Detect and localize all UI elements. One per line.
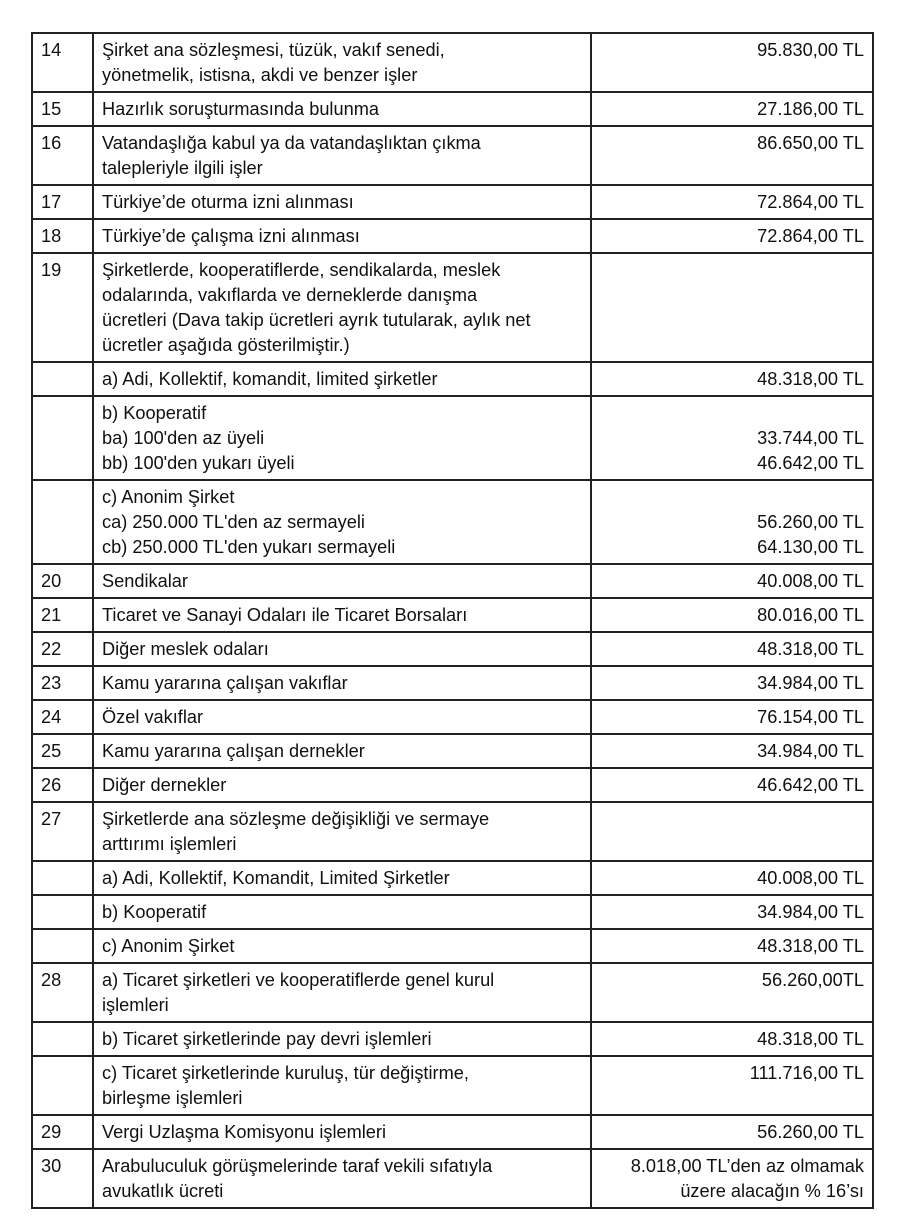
fee-amount: 40.008,00 TL xyxy=(757,868,864,888)
description-cell xyxy=(93,362,591,396)
description-cell xyxy=(93,861,591,895)
description-line: ücretler aşağıda gösterilmiştir.) xyxy=(102,335,350,355)
description-line: c) Anonim Şirket xyxy=(102,936,235,956)
description-line: odalarında, vakıflarda ve derneklerde danışma xyxy=(102,285,478,305)
description-line: ca) 250.000 TL'den az sermayeli xyxy=(102,512,365,532)
item-number-cell: 21 xyxy=(32,598,93,632)
table-row xyxy=(32,1115,873,1149)
description-line: bb) 100'den yukarı üyeli xyxy=(102,453,295,473)
table-row xyxy=(32,861,873,895)
description-line: b) Kooperatif xyxy=(102,902,207,922)
description-cell xyxy=(93,480,591,564)
description-line: Diğer meslek odaları xyxy=(102,639,269,659)
item-number-cell: 14 xyxy=(32,33,93,92)
fee-amount: 48.318,00 TL xyxy=(757,936,864,956)
table-row xyxy=(32,362,873,396)
fee-cell xyxy=(591,185,873,219)
fee-cell xyxy=(591,33,873,92)
table-row xyxy=(32,396,873,480)
item-number-cell: 16 xyxy=(32,126,93,185)
description-line: talepleriyle ilgili işler xyxy=(102,158,263,178)
item-number-cell: 18 xyxy=(32,219,93,253)
fee-cell xyxy=(591,1056,873,1115)
fee-amount: 48.318,00 TL xyxy=(757,369,864,389)
description-cell xyxy=(93,92,591,126)
description-line: Türkiye’de çalışma izni alınması xyxy=(102,226,360,246)
table-row xyxy=(32,929,873,963)
fee-cell xyxy=(591,666,873,700)
fee-amount: 33.744,00 TL xyxy=(757,428,864,448)
description-cell xyxy=(93,734,591,768)
item-number-cell: 19 xyxy=(32,253,93,362)
fee-amount: 48.318,00 TL xyxy=(757,639,864,659)
fee-amount: 111.716,00 TL xyxy=(749,1063,864,1083)
fee-schedule-table xyxy=(31,32,874,1209)
fee-schedule-body xyxy=(32,33,873,1208)
fee-amount: 46.642,00 TL xyxy=(757,775,864,795)
description-cell xyxy=(93,768,591,802)
description-line: a) Ticaret şirketleri ve kooperatiflerde genel kurul xyxy=(102,970,495,990)
description-line: yönetmelik, istisna, akdi ve benzer işler xyxy=(102,65,418,85)
description-cell xyxy=(93,1115,591,1149)
description-line: ba) 100'den az üyeli xyxy=(102,428,265,448)
item-number-cell: 30 xyxy=(32,1149,93,1208)
fee-amount: 34.984,00 TL xyxy=(757,741,864,761)
fee-amount: 56.260,00TL xyxy=(761,970,864,990)
table-row xyxy=(32,963,873,1022)
description-line: a) Adi, Kollektif, Komandit, Limited Şirketler xyxy=(102,868,450,888)
table-row xyxy=(32,700,873,734)
description-line: a) Adi, Kollektif, komandit, limited şirketler xyxy=(102,369,438,389)
item-number-cell xyxy=(32,480,93,564)
fee-cell xyxy=(591,768,873,802)
description-line: avukatlık ücreti xyxy=(102,1181,224,1201)
table-row xyxy=(32,802,873,861)
fee-cell xyxy=(591,598,873,632)
item-number-cell: 25 xyxy=(32,734,93,768)
item-number-cell: 28 xyxy=(32,963,93,1022)
fee-cell xyxy=(591,253,873,362)
fee-amount: 40.008,00 TL xyxy=(757,571,864,591)
table-row xyxy=(32,1022,873,1056)
fee-amount: 72.864,00 TL xyxy=(757,192,864,212)
description-cell xyxy=(93,963,591,1022)
description-cell xyxy=(93,219,591,253)
item-number-cell xyxy=(32,1056,93,1115)
fee-cell xyxy=(591,700,873,734)
table-row xyxy=(32,768,873,802)
table-row xyxy=(32,480,873,564)
description-line: b) Ticaret şirketlerinde pay devri işlemleri xyxy=(102,1029,432,1049)
description-cell xyxy=(93,185,591,219)
description-line: Şirketlerde, kooperatiflerde, sendikalarda, meslek xyxy=(102,260,501,280)
description-cell xyxy=(93,253,591,362)
item-number-cell: 27 xyxy=(32,802,93,861)
fee-cell xyxy=(591,895,873,929)
fee-amount: 48.318,00 TL xyxy=(757,1029,864,1049)
table-row xyxy=(32,564,873,598)
description-line: arttırımı işlemleri xyxy=(102,834,237,854)
item-number-cell: 15 xyxy=(32,92,93,126)
description-cell xyxy=(93,666,591,700)
table-row xyxy=(32,895,873,929)
fee-cell xyxy=(591,929,873,963)
fee-amount xyxy=(600,485,864,510)
table-row xyxy=(32,598,873,632)
fee-amount: 56.260,00 TL xyxy=(757,1122,864,1142)
fee-cell xyxy=(591,632,873,666)
description-cell xyxy=(93,632,591,666)
fee-amount: 46.642,00 TL xyxy=(757,453,864,473)
table-row xyxy=(32,219,873,253)
description-line: Kamu yararına çalışan vakıflar xyxy=(102,673,348,693)
description-line: işlemleri xyxy=(102,995,169,1015)
item-number-cell: 26 xyxy=(32,768,93,802)
table-row xyxy=(32,92,873,126)
fee-cell xyxy=(591,480,873,564)
description-cell xyxy=(93,802,591,861)
description-cell xyxy=(93,33,591,92)
item-number-cell: 24 xyxy=(32,700,93,734)
description-line: Sendikalar xyxy=(102,571,188,591)
description-line: Türkiye’de oturma izni alınması xyxy=(102,192,354,212)
table-row xyxy=(32,1149,873,1208)
fee-cell xyxy=(591,1022,873,1056)
description-line: ücretleri (Dava takip ücretleri ayrık tutularak, aylık net xyxy=(102,310,531,330)
description-cell xyxy=(93,126,591,185)
item-number-cell xyxy=(32,929,93,963)
table-row xyxy=(32,632,873,666)
item-number-cell xyxy=(32,895,93,929)
fee-amount: 34.984,00 TL xyxy=(757,902,864,922)
description-cell xyxy=(93,895,591,929)
fee-cell xyxy=(591,802,873,861)
table-row xyxy=(32,33,873,92)
description-cell xyxy=(93,396,591,480)
item-number-cell: 22 xyxy=(32,632,93,666)
description-line: Diğer dernekler xyxy=(102,775,227,795)
item-number-cell xyxy=(32,861,93,895)
fee-cell xyxy=(591,92,873,126)
fee-amount: 72.864,00 TL xyxy=(757,226,864,246)
item-number-cell: 23 xyxy=(32,666,93,700)
item-number-cell: 29 xyxy=(32,1115,93,1149)
description-line: Özel vakıflar xyxy=(102,707,204,727)
fee-cell xyxy=(591,126,873,185)
description-cell xyxy=(93,1149,591,1208)
item-number-cell xyxy=(32,362,93,396)
table-row xyxy=(32,734,873,768)
description-line: Hazırlık soruşturmasında bulunma xyxy=(102,99,379,119)
description-line: cb) 250.000 TL'den yukarı sermayeli xyxy=(102,537,396,557)
fee-cell xyxy=(591,219,873,253)
table-row xyxy=(32,126,873,185)
item-number-cell xyxy=(32,1022,93,1056)
description-line: Kamu yararına çalışan dernekler xyxy=(102,741,365,761)
fee-amount: 34.984,00 TL xyxy=(757,673,864,693)
table-row xyxy=(32,185,873,219)
fee-cell xyxy=(591,564,873,598)
fee-amount: üzere alacağın % 16’sı xyxy=(680,1181,864,1201)
fee-amount: 86.650,00 TL xyxy=(757,133,864,153)
fee-amount: 56.260,00 TL xyxy=(757,512,864,532)
fee-cell xyxy=(591,362,873,396)
description-line: b) Kooperatif xyxy=(102,403,207,423)
fee-cell xyxy=(591,963,873,1022)
description-cell xyxy=(93,598,591,632)
description-line: Vergi Uzlaşma Komisyonu işlemleri xyxy=(102,1122,387,1142)
table-row xyxy=(32,1056,873,1115)
description-line: c) Ticaret şirketlerinde kuruluş, tür değiştirme, xyxy=(102,1063,469,1083)
fee-amount xyxy=(600,401,864,426)
table-row xyxy=(32,666,873,700)
description-line: Şirket ana sözleşmesi, tüzük, vakıf senedi, xyxy=(102,40,445,60)
description-line: Vatandaşlığa kabul ya da vatandaşlıktan çıkma xyxy=(102,133,481,153)
description-cell xyxy=(93,564,591,598)
fee-cell xyxy=(591,1115,873,1149)
table-row xyxy=(32,253,873,362)
fee-cell xyxy=(591,734,873,768)
fee-amount: 80.016,00 TL xyxy=(757,605,864,625)
item-number-cell: 20 xyxy=(32,564,93,598)
description-line: birleşme işlemleri xyxy=(102,1088,243,1108)
fee-amount: 64.130,00 TL xyxy=(757,537,864,557)
fee-amount: 95.830,00 TL xyxy=(757,40,864,60)
description-line: Şirketlerde ana sözleşme değişikliği ve sermaye xyxy=(102,809,490,829)
description-line: Ticaret ve Sanayi Odaları ile Ticaret Borsaları xyxy=(102,605,468,625)
description-line: Arabuluculuk görüşmelerinde taraf vekili sıfatıyla xyxy=(102,1156,493,1176)
fee-cell xyxy=(591,1149,873,1208)
fee-amount: 27.186,00 TL xyxy=(757,99,864,119)
description-cell xyxy=(93,929,591,963)
fee-cell xyxy=(591,396,873,480)
fee-amount: 76.154,00 TL xyxy=(757,707,864,727)
item-number-cell: 17 xyxy=(32,185,93,219)
description-line: c) Anonim Şirket xyxy=(102,487,235,507)
item-number-cell xyxy=(32,396,93,480)
fee-cell xyxy=(591,861,873,895)
description-cell xyxy=(93,700,591,734)
description-cell xyxy=(93,1022,591,1056)
fee-amount: 8.018,00 TL’den az olmamak xyxy=(630,1156,864,1176)
description-cell xyxy=(93,1056,591,1115)
